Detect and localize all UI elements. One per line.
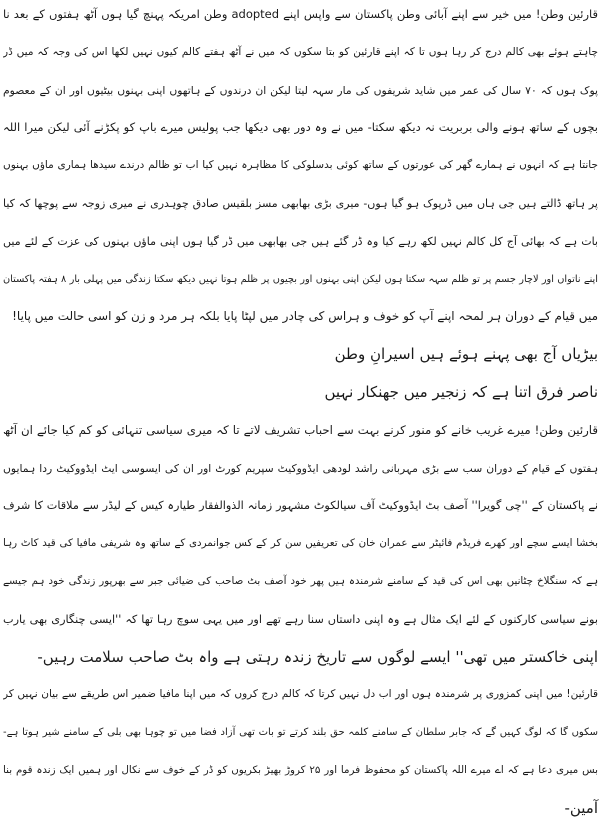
article-line: میں قیام کے دوران ہر لمحہ اپنے آپ کو خوف و ہراس کی چادر میں لپٹا پایا بلکہ ہر مرد و زن کو اسی حالت میں پایا! — [12, 309, 598, 324]
article-line: بخشا ایسے سچے اور کھرے فریڈم فائیٹر سے عمران خان کی تعریفیں سن کر کے کس جوانمردی کے ساتھ وہ شریفی مافیا کی قید کاٹ رہا — [3, 537, 598, 550]
article-line: قارئین! میں اپنی کمزوری پر شرمندہ ہوں اور اب دل نہیں کرتا کہ کالم درج کروں کہ میں اپنا مافیا ضمیر اس طریقے سے بیان نہیں کر — [3, 688, 598, 701]
article-line: سکوں گا کہ لوگ کہیں گے کہ جابر سلطان کے سامنے کلمہ حق بلند کرتے تو بات تھی آزاد فضا میں تو چوہا بھی بلی کے سامنے شیر ہوتا ہے- — [3, 727, 598, 739]
article-line: بات ہے کہ بھائی آج کل کالم نہیں لکھ رہے کیا وہ ڈر گئے ہیں جی بھابھی میں ڈر گیا ہوں اپنی ماؤں بہنوں کی عزت کے لئے میں — [3, 234, 598, 248]
article-line: ہفتوں کے قیام کے دوران سب سے بڑی مہربانی راشد لودھی ایڈووکیٹ سپریم کورٹ اور ان کی ایسوسی ایٹ ایڈووکیٹ ردا ہمایوں — [3, 461, 598, 475]
article-line: بس میری دعا ہے کہ اے میرے اللہ پاکستان کو محفوظ فرما اور ۲۵ کروڑ بھیڑ بکریوں کو ڈر کے خوف سے نکال اور ہمیں ایک زندہ قوم بنا — [3, 763, 598, 776]
article-line: ہے کہ سنگلاخ چٹانیں بھی اس کی قید کے سامنے شرمندہ ہیں پھر خود آصف بٹ صاحب کی ضیائی جبر سے بھرپور زندگی خود ہم جیسے — [3, 574, 598, 587]
article-line: پر ہاتھ ڈالتے ہیں جی ہاں میں ڈرپوک ہو گیا ہوں- میری بڑی بھابھی مسز بلقیس صادق چوہدری نے میری زوجہ سے پوچھا کہ کیا — [3, 196, 598, 210]
article-line: جانتا ہے کہ انہوں نے ہمارے گھر کی عورتوں کے ساتھ کوئی بدسلوکی کا مظاہرہ نہیں کیا اب تو ظالم درندے سیدھا ہماری ماؤں بہنوں — [3, 159, 598, 172]
article-line: بونے سیاسی کارکنوں کے لئے ایک مثال ہے وہ اپنی داستاں سنا رہے تھے اور میں یہی سوچ رہا تھا کہ ''ایسی چنگاری بھی یارب — [3, 612, 598, 626]
article-line: چاہتے ہوئے بھی کالم درج کر رہا ہوں تا کہ اپنے قارئین کو بتا سکوں کہ میں نے آٹھ ہفتے کالم کیوں نہیں لکھا اس کی وجہ کہ میں ڈر — [3, 45, 598, 58]
article-line: ناصر فرق اتنا ہے کہ زنجیر میں جھنکار نہیں — [324, 382, 598, 401]
article-line: قارئین وطن! میرے غریب خانے کو منور کرنے بہت سے احباب تشریف لاتے تا کہ میری سیاسی تنہائی کو کم کیا جائے ان آٹھ — [3, 422, 598, 437]
article-line: نے پاکستان کے ''چی گویرا'' آصف بٹ ایڈووکیٹ آف سیالکوٹ مشہور زمانہ الذوالفقار طیارہ کیس کے لیڈر سے ملاقات کا شرف — [3, 499, 598, 513]
article-line: پوک ہوں کہ ۷۰ سال کی عمر میں شاید شریفوں کی مار سہہ لیتا لیکن ان درندوں کے ہاتھوں اپنی بہنوں بیٹیوں اور ان کے معصوم — [3, 83, 598, 97]
article-line: اپنے ناتواں اور لاچار جسم پر تو ظلم سہہ سکتا ہوں لیکن اپنی بہنوں اور بچیوں پر ظلم ہوتا نہیں دیکھ سکتا زندگی میں پہلی بار ۸ ہفتہ پاکستان — [3, 273, 598, 285]
urdu-column-article — [3, 0, 598, 828]
article-line: بچوں کے ساتھ ہونے والی بربریت نہ دیکھ سکتا- میں نے وہ دور بھی دیکھا جب پولیس میرے باپ کو پکڑنے آئی لیکن میرا اللہ — [3, 120, 598, 135]
article-line: آمین- — [564, 798, 598, 817]
article-line: اپنی خاکستر میں تھی'' ایسے لوگوں سے تاریخ زندہ رہتی ہے واہ بٹ صاحب سلامت رہیں- — [37, 647, 598, 666]
article-line: بیڑیاں آج بھی پہنے ہوئے ہیں اسیرانِ وطن — [334, 345, 598, 364]
article-line: قارئین وطن! میں خیر سے اپنے آبائی وطن پاکستان سے واپس اپنے adopted وطن امریکہ پہنچ گیا ہوں آٹھ ہفتوں کے بعد نا — [3, 7, 598, 21]
